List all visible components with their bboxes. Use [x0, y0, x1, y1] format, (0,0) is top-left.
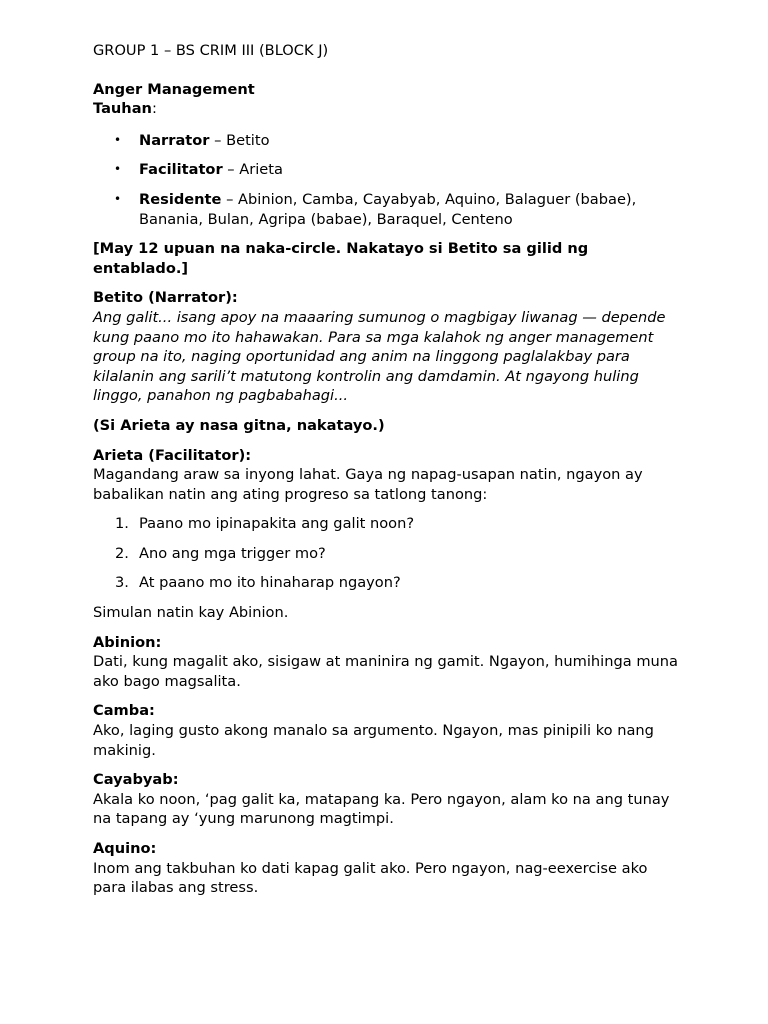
question-item — [93, 544, 683, 564]
speaker-heading: Aquino: — [93, 840, 157, 857]
facilitator-line: Magandang araw sa inyong lahat. Gaya ng napag-usapan natin, ngayon ay babalikan natin ang ating progreso sa tatlong tanong: — [93, 466, 643, 503]
bullet-icon: • — [114, 132, 122, 147]
document-title: Anger Management — [93, 80, 255, 98]
question-item — [93, 573, 683, 593]
cast-item-facilitator — [93, 160, 683, 180]
question-number: 2. — [115, 544, 129, 562]
question-item — [93, 514, 683, 534]
cast-label: Tauhan — [93, 100, 152, 118]
speaker-heading: Abinion: — [93, 633, 162, 651]
cast-list — [93, 131, 683, 229]
cast-names: – Abinion, Camba, Cayabyab, Aquino, Balaguer (babae), Banania, Bulan, Agripa (babae), Baraquel, Centeno — [139, 190, 637, 228]
question-text: Ano ang mga trigger mo? — [139, 544, 326, 562]
question-text: Paano mo ipinapakita ang galit noon? — [139, 515, 415, 533]
dialogue-line: Ako, laging gusto akong manalo sa argumento. Ngayon, mas pinipili ko nang makinig. — [93, 722, 654, 759]
document-page — [93, 41, 683, 898]
question-number: 1. — [115, 515, 129, 533]
cast-item-residente — [93, 190, 683, 229]
cast-role: Narrator — [139, 131, 210, 149]
stage-direction: (Si Arieta ay nasa gitna, nakatayo.) — [93, 416, 385, 434]
dialogue-line: Dati, kung magalit ako, sisigaw at maninira ng gamit. Ngayon, humihinga muna ako bago magsalita. — [93, 653, 678, 690]
facilitator-prompt: Simulan natin kay Abinion. — [93, 604, 289, 622]
cast-role: Residente — [139, 190, 222, 208]
speaker-heading: Camba: — [93, 702, 155, 720]
cast-heading — [93, 99, 683, 119]
cast-names: – Arieta — [222, 161, 283, 179]
bullet-icon: • — [114, 191, 122, 206]
question-text: At paano mo ito hinaharap ngayon? — [139, 574, 401, 592]
speaker-heading: Cayabyab: — [93, 771, 179, 789]
cast-role: Facilitator — [139, 161, 223, 179]
document-header: GROUP 1 – BS CRIM III (BLOCK J) — [93, 42, 329, 59]
speaker-heading: Betito (Narrator): — [93, 289, 238, 307]
bullet-icon: • — [114, 162, 122, 177]
cast-item-narrator — [93, 131, 683, 151]
narrator-line: Ang galit... isang apoy na maaaring sumunog o magbigay liwanag — depende kung paano mo ito hahawakan. Para sa mga kalahok ng anger management group na ito, naging oportunidad ang anim na linggong paglalakbay para kilalanin ang sarili’t matutong kontrolin ang damdamin. At ngayong huling linggo, panahon ng pagbabahagi... — [93, 308, 666, 405]
stage-direction: [May 12 upuan na naka-circle. Nakatayo si Betito sa gilid ng entablado.] — [93, 240, 589, 277]
speaker-heading: Arieta (Facilitator): — [93, 446, 252, 464]
question-list — [93, 514, 683, 593]
dialogue-line: Akala ko noon, ‘pag galit ka, matapang ka. Pero ngayon, alam ko na ang tunay na tapang ay ‘yung marunong magtimpi. — [93, 790, 670, 828]
question-number: 3. — [115, 574, 129, 592]
cast-colon: : — [151, 100, 157, 118]
dialogue-line: Inom ang takbuhan ko dati kapag galit ako. Pero ngayon, nag-eexercise ako para ilabas ang stress. — [93, 859, 648, 897]
cast-names: – Betito — [209, 131, 270, 149]
